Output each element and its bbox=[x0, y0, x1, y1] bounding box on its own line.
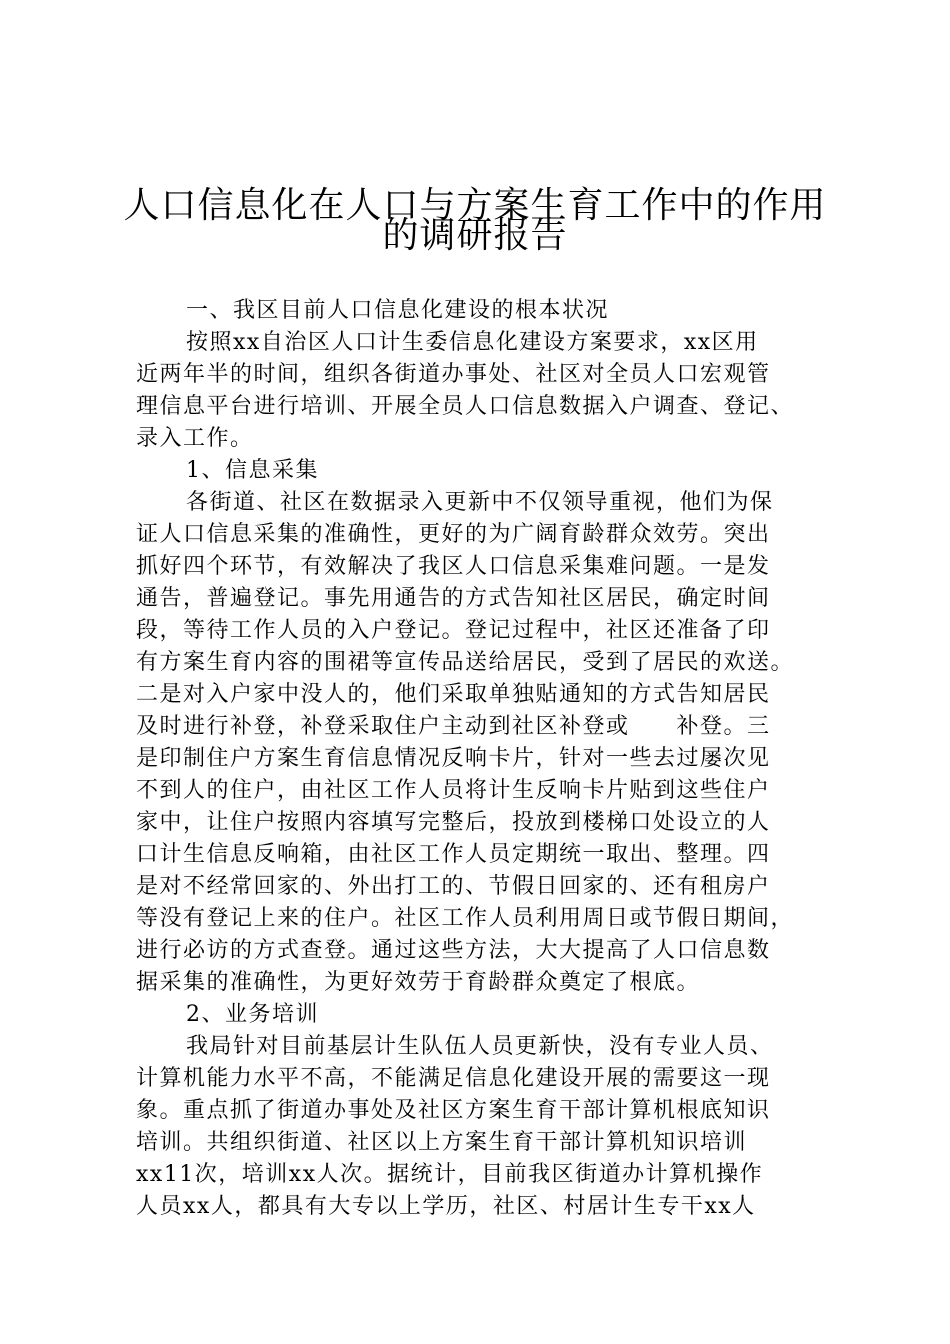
paragraph-line: 证人口信息采集的准确性，更好的为广阔育龄群众效劳。突出 bbox=[136, 522, 771, 547]
paragraph-line: 象。重点抓了街道办事处及社区方案生育干部计算机根底知识 bbox=[136, 1098, 771, 1123]
paragraph-line: 抓好四个环节，有效解决了我区人口信息采集难问题。一是发 bbox=[136, 554, 771, 579]
paragraph-line: 二是对入户家中没人的，他们采取单独贴通知的方式告知居民 bbox=[136, 682, 771, 707]
section-heading: 一、我区目前人口信息化建设的根本状况 bbox=[186, 298, 610, 323]
paragraph-line: 据采集的准确性，为更好效劳于育龄群众奠定了根底。 bbox=[136, 970, 701, 995]
paragraph-line: 是对不经常回家的、外出打工的、节假日回家的、还有租房户 bbox=[136, 874, 771, 899]
paragraph-line: 各街道、社区在数据录入更新中不仅领导重视，他们为保 bbox=[186, 490, 774, 515]
paragraph-line: 及时进行补登，补登采取住户主动到社区补登或 补登。三 bbox=[136, 714, 771, 739]
paragraph-line: 培训。共组织街道、社区以上方案生育干部计算机知识培训 bbox=[136, 1130, 748, 1155]
paragraph-line: 通告，普遍登记。事先用通告的方式告知社区居民，确定时间 bbox=[136, 586, 771, 611]
paragraph-line: 等没有登记上来的住户。社区工作人员利用周日或节假日期间， bbox=[136, 906, 795, 931]
paragraph-line: 计算机能力水平不高，不能满足信息化建设开展的需要这一现 bbox=[136, 1066, 771, 1091]
paragraph-line: xx11次，培训xx人次。据统计，目前我区街道办计算机操作 bbox=[136, 1162, 764, 1187]
paragraph-line: 家中，让住户按照内容填写完整后，投放到楼梯口处设立的人 bbox=[136, 810, 771, 835]
subsection-heading: 1、信息采集 bbox=[186, 458, 319, 483]
paragraph-line: 有方案生育内容的围裙等宣传品送给居民，受到了居民的欢送。 bbox=[136, 650, 795, 675]
paragraph-line: 是印制住户方案生育信息情况反响卡片，针对一些去过屡次见 bbox=[136, 746, 771, 771]
paragraph-line: 近两年半的时间，组织各街道办事处、社区对全员人口宏观管 bbox=[136, 362, 771, 387]
paragraph-line: 按照xx自治区人口计生委信息化建设方案要求，xx区用 bbox=[186, 330, 759, 355]
document-title-line-1: 人口信息化在人口与方案生育工作中的作用 bbox=[123, 185, 827, 226]
paragraph-line: 口计生信息反响箱，由社区工作人员定期统一取出、整理。四 bbox=[136, 842, 771, 867]
paragraph-line: 不到人的住户，由社区工作人员将计生反响卡片贴到这些住户 bbox=[136, 778, 771, 803]
paragraph-line: 理信息平台进行培训、开展全员人口信息数据入户调查、登记、 bbox=[136, 394, 795, 419]
paragraph-line: 人员xx人，都具有大专以上学历，社区、村居计生专干xx人 bbox=[136, 1194, 756, 1219]
document-title-line-2: 的调研报告 bbox=[382, 215, 568, 256]
paragraph-line: 段，等待工作人员的入户登记。登记过程中，社区还准备了印 bbox=[136, 618, 771, 643]
paragraph-line: 进行必访的方式查登。通过这些方法，大大提高了人口信息数 bbox=[136, 938, 771, 963]
subsection-heading: 2、业务培训 bbox=[186, 1002, 319, 1027]
paragraph-line: 我局针对目前基层计生队伍人员更新快，没有专业人员、 bbox=[186, 1034, 774, 1059]
paragraph-line: 录入工作。 bbox=[136, 426, 254, 451]
